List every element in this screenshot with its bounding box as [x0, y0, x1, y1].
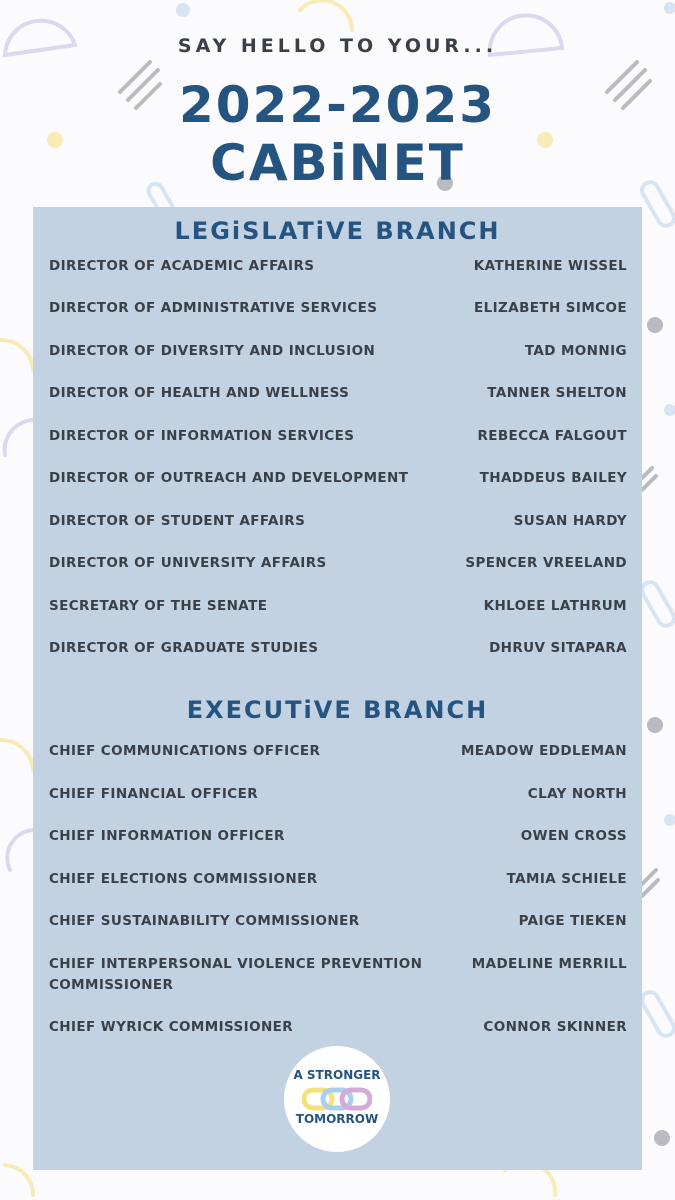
role-label: SECRETARY OF THE SENATE	[49, 598, 268, 614]
member-name: TAD MONNIG	[524, 343, 627, 359]
role-label: DIRECTOR OF OUTREACH AND DEVELOPMENT	[49, 470, 409, 486]
roster-row	[49, 954, 627, 996]
role-label: DIRECTOR OF INFORMATION SERVICES	[49, 428, 355, 444]
member-name: KATHERINE WISSEL	[473, 258, 627, 274]
role-label: CHIEF INTERPERSONAL VIOLENCE PREVENTION COMMISSIONER	[49, 956, 423, 993]
roster-row	[49, 553, 627, 574]
page-title-cabinet: CABiNET	[210, 134, 465, 192]
member-name: CLAY NORTH	[527, 786, 627, 802]
page-title-years: 2022-2023	[178, 76, 497, 134]
chain-link-icon	[302, 1084, 372, 1114]
member-name: KHLOEE LATHRUM	[483, 598, 627, 614]
role-label: DIRECTOR OF STUDENT AFFAIRS	[49, 513, 306, 529]
kicker-text: SAY HELLO TO YOUR...	[177, 35, 498, 57]
roster-row	[49, 638, 627, 659]
campaign-logo	[284, 1046, 390, 1152]
role-label: DIRECTOR OF GRADUATE STUDIES	[49, 640, 319, 656]
roster-row	[49, 911, 627, 932]
legislative-branch-title: LEGiSLATiVE BRANCH	[174, 217, 501, 245]
role-label: CHIEF SUSTAINABILITY COMMISSIONER	[49, 913, 360, 929]
member-name: OWEN CROSS	[520, 828, 627, 844]
member-name: TAMIA SCHIELE	[506, 871, 627, 887]
roster-row	[49, 741, 627, 762]
cabinet-panel	[33, 207, 642, 1170]
roster-row	[49, 256, 627, 277]
member-name: ELIZABETH SIMCOE	[474, 300, 627, 316]
logo-line2: TOMORROW	[295, 1112, 379, 1126]
roster-row	[49, 298, 627, 319]
member-name: DHRUV SITAPARA	[489, 640, 627, 656]
executive-branch-title: EXECUTiVE BRANCH	[186, 696, 489, 724]
roster-row	[49, 341, 627, 362]
member-name: REBECCA FALGOUT	[477, 428, 627, 444]
role-label: CHIEF FINANCIAL OFFICER	[49, 786, 259, 802]
roster-row	[49, 784, 627, 805]
logo-line1: A STRONGER	[293, 1068, 381, 1082]
role-label: DIRECTOR OF ADMINISTRATIVE SERVICES	[49, 300, 378, 316]
member-name: PAIGE TIEKEN	[518, 913, 627, 929]
roster-row	[49, 1017, 627, 1038]
roster-row	[49, 826, 627, 847]
member-name: TANNER SHELTON	[487, 385, 627, 401]
roster-row	[49, 468, 627, 489]
role-label: DIRECTOR OF UNIVERSITY AFFAIRS	[49, 555, 327, 571]
member-name: SPENCER VREELAND	[465, 555, 627, 571]
member-name: THADDEUS BAILEY	[479, 470, 627, 486]
role-label: CHIEF COMMUNICATIONS OFFICER	[49, 743, 321, 759]
role-label: DIRECTOR OF HEALTH AND WELLNESS	[49, 385, 350, 401]
member-name: SUSAN HARDY	[513, 513, 627, 529]
roster-row	[49, 426, 627, 447]
roster-row	[49, 383, 627, 404]
roster-row	[49, 511, 627, 532]
roster-row	[49, 596, 627, 617]
role-label: CHIEF INFORMATION OFFICER	[49, 828, 285, 844]
roster-row	[49, 869, 627, 890]
role-label: DIRECTOR OF DIVERSITY AND INCLUSION	[49, 343, 376, 359]
role-label: DIRECTOR OF ACADEMIC AFFAIRS	[49, 258, 315, 274]
role-label: CHIEF ELECTIONS COMMISSIONER	[49, 871, 318, 887]
role-label: CHIEF WYRICK COMMISSIONER	[49, 1019, 294, 1035]
member-name: CONNOR SKINNER	[483, 1019, 627, 1035]
member-name: MADELINE MERRILL	[471, 956, 627, 972]
member-name: MEADOW EDDLEMAN	[460, 743, 627, 759]
